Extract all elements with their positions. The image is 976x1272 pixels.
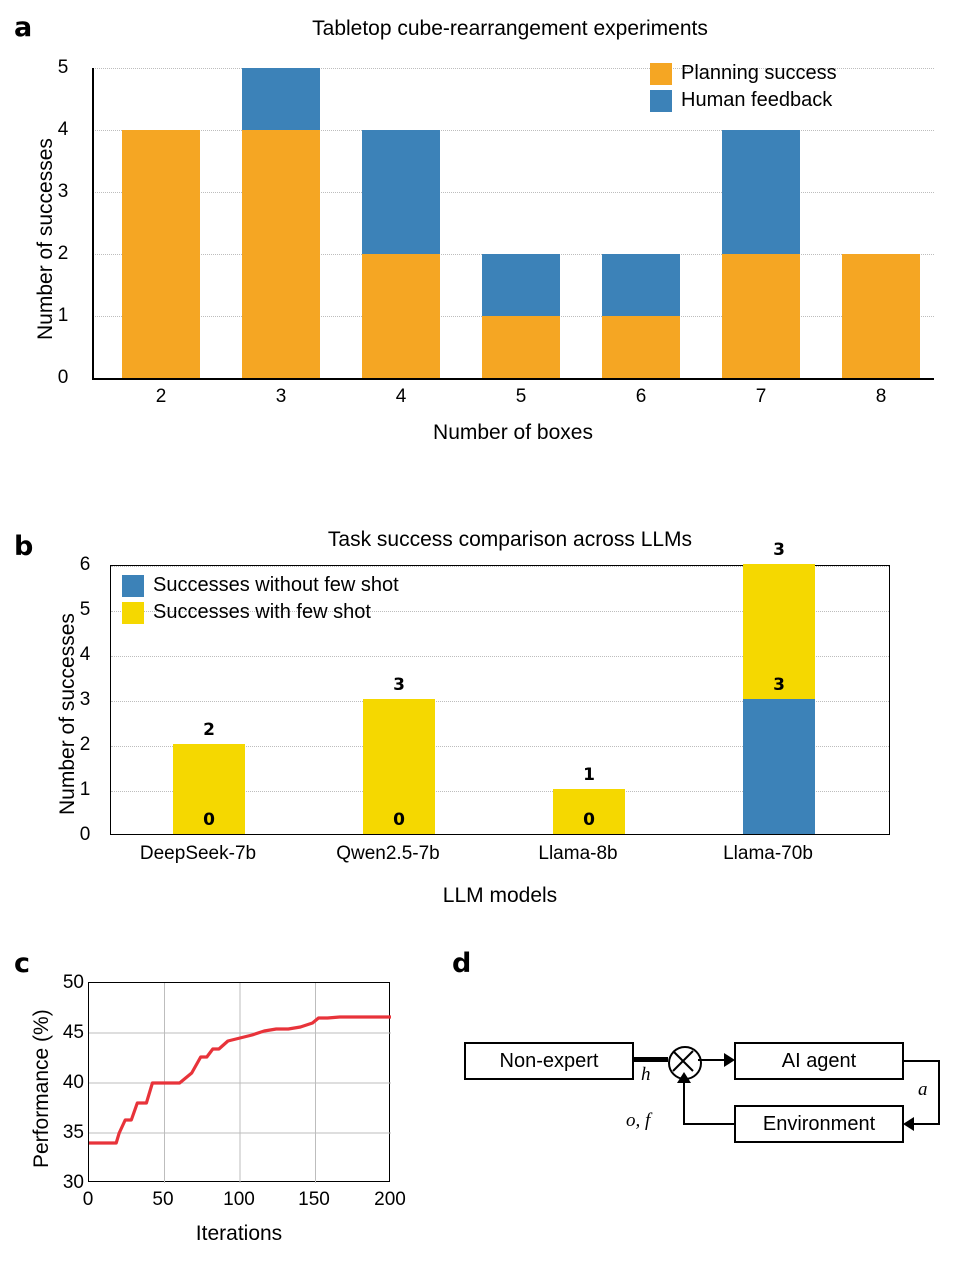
chart-a-xtick: 7 — [755, 386, 767, 407]
chart-a-ytick: 5 — [57, 57, 69, 78]
chart-c-xtick: 200 — [374, 1189, 406, 1210]
diagram-node-environment: Environment — [734, 1105, 904, 1143]
bar-segment-feedback — [242, 68, 320, 130]
chart-c-xlabel: Iterations — [195, 1222, 283, 1245]
chart-a-ytick: 3 — [57, 181, 69, 202]
legend-label: Successes with few shot — [153, 601, 371, 623]
chart-a-xlabel: Number of boxes — [433, 421, 593, 444]
bar-group — [842, 254, 920, 378]
chart-b-xtick: Qwen2.5-7b — [336, 843, 440, 864]
chart-c-xtick: 100 — [223, 1189, 255, 1210]
chart-a-xtick: 2 — [155, 386, 167, 407]
bar-label-without-few-shot: 0 — [583, 810, 595, 830]
bar-segment-feedback — [602, 254, 680, 316]
chart-b-ytick: 2 — [79, 734, 91, 755]
legend-label: Planning success — [681, 62, 837, 84]
panel-label-a: a — [14, 12, 33, 43]
diagram-arrow-to-agent-icon — [724, 1053, 735, 1067]
chart-b-title: Task success comparison across LLMs — [327, 528, 693, 551]
legend-item-planning-success — [650, 62, 837, 85]
chart-b-xlabel: LLM models — [442, 884, 558, 907]
chart-a-xtick: 6 — [635, 386, 647, 407]
legend-swatch-blue — [650, 90, 672, 112]
bar-segment-planning — [122, 130, 200, 378]
bar-group — [122, 130, 200, 378]
diagram-edge-obs-h — [683, 1123, 734, 1125]
legend-item-human-feedback — [650, 89, 837, 112]
chart-a-ylabel: Number of successes — [34, 138, 57, 340]
diagram-label-a: a — [918, 1079, 928, 1100]
diagram-arrow-to-junction-icon — [677, 1072, 691, 1083]
bar-label-with-few-shot: 1 — [583, 765, 595, 785]
chart-c-ytick: 30 — [62, 1172, 84, 1193]
chart-b-ytick: 3 — [79, 689, 91, 710]
chart-b-xtick: Llama-70b — [723, 843, 813, 864]
legend-swatch-orange — [650, 63, 672, 85]
chart-a-xtick: 4 — [395, 386, 407, 407]
chart-b-ytick: 1 — [79, 779, 91, 800]
chart-b-ytick: 5 — [79, 599, 91, 620]
chart-a-xtick: 8 — [875, 386, 887, 407]
diagram-node-non-expert: Non-expert — [464, 1042, 634, 1080]
chart-c-xtick: 0 — [82, 1189, 94, 1210]
bar-group — [553, 765, 625, 834]
diagram-label-of: o, f — [626, 1110, 651, 1131]
chart-b-ytick: 4 — [79, 644, 91, 665]
diagram-edge-to-agent — [698, 1059, 726, 1061]
bar-group — [363, 675, 435, 834]
bar-group — [242, 68, 320, 378]
bar-group — [722, 130, 800, 378]
chart-c-ylabel: Performance (%) — [30, 1009, 53, 1168]
chart-a-ytick: 0 — [57, 367, 69, 388]
chart-c-plot-area — [88, 982, 390, 1182]
chart-a-y-axis — [92, 68, 94, 378]
chart-b-ylabel: Number of successes — [56, 613, 79, 815]
diagram-edge-obs-v — [683, 1082, 685, 1125]
legend-item-with-few-shot — [122, 601, 399, 624]
diagram-edge-action-h — [904, 1060, 940, 1062]
chart-a-ytick: 4 — [57, 119, 69, 140]
chart-c-line-svg — [89, 983, 391, 1183]
bar-segment-feedback — [482, 254, 560, 316]
diagram-node-ai-agent: AI agent — [734, 1042, 904, 1080]
bar-segment-feedback — [722, 130, 800, 254]
bar-group — [173, 720, 245, 834]
diagram-edge-action-v — [938, 1060, 940, 1125]
chart-b-xtick: Llama-8b — [538, 843, 618, 864]
bar-group — [482, 254, 560, 378]
chart-b-xtick: DeepSeek-7b — [139, 843, 257, 864]
chart-c-ytick: 40 — [62, 1072, 84, 1093]
chart-c-ytick: 50 — [62, 972, 84, 993]
diagram-edge-human-feedback — [634, 1057, 668, 1062]
legend-label: Successes without few shot — [153, 574, 399, 596]
bar-segment-feedback — [362, 130, 440, 254]
chart-a-legend — [650, 62, 837, 116]
bar-group — [602, 254, 680, 378]
chart-b-legend — [122, 574, 399, 628]
bar-segment-planning — [722, 254, 800, 378]
bar-label-without-few-shot: 0 — [203, 810, 215, 830]
chart-c-ytick: 45 — [62, 1022, 84, 1043]
panel-label-d: d — [452, 948, 472, 979]
chart-c-ytick: 35 — [62, 1122, 84, 1143]
bar-label-with-few-shot: 2 — [203, 720, 215, 740]
chart-c-xtick: 150 — [298, 1189, 330, 1210]
legend-swatch-yellow — [122, 602, 144, 624]
panel-label-c: c — [14, 948, 31, 979]
bar-group — [362, 130, 440, 378]
bar-label-without-few-shot: 0 — [393, 810, 405, 830]
panel-label-b: b — [14, 531, 34, 562]
chart-a-ytick: 2 — [57, 243, 69, 264]
bar-segment-planning — [602, 316, 680, 378]
diagram-edge-action-h2 — [914, 1123, 940, 1125]
legend-swatch-blue — [122, 575, 144, 597]
bar-label-without-few-shot: 3 — [773, 675, 785, 695]
chart-a-title: Tabletop cube-rearrangement experiments — [312, 17, 708, 40]
legend-label: Human feedback — [681, 89, 833, 111]
chart-b-ytick: 0 — [79, 824, 91, 845]
legend-item-without-few-shot — [122, 574, 399, 597]
chart-a-ytick: 1 — [57, 305, 69, 326]
chart-a-x-axis — [92, 378, 934, 380]
bar-label-with-few-shot: 3 — [393, 675, 405, 695]
bar-segment-planning — [242, 130, 320, 378]
chart-a-xtick: 3 — [275, 386, 287, 407]
diagram-label-h: h — [641, 1064, 651, 1085]
chart-a-xtick: 5 — [515, 386, 527, 407]
bar-label-with-few-shot: 3 — [773, 540, 785, 560]
bar-group — [743, 540, 815, 834]
chart-c-xtick: 50 — [152, 1189, 174, 1210]
diagram-arrow-to-environment-icon — [903, 1117, 914, 1131]
bar-segment-without-few-shot — [743, 699, 815, 834]
chart-b-ytick: 6 — [79, 554, 91, 575]
bar-segment-planning — [362, 254, 440, 378]
bar-segment-planning — [482, 316, 560, 378]
bar-segment-planning — [842, 254, 920, 378]
